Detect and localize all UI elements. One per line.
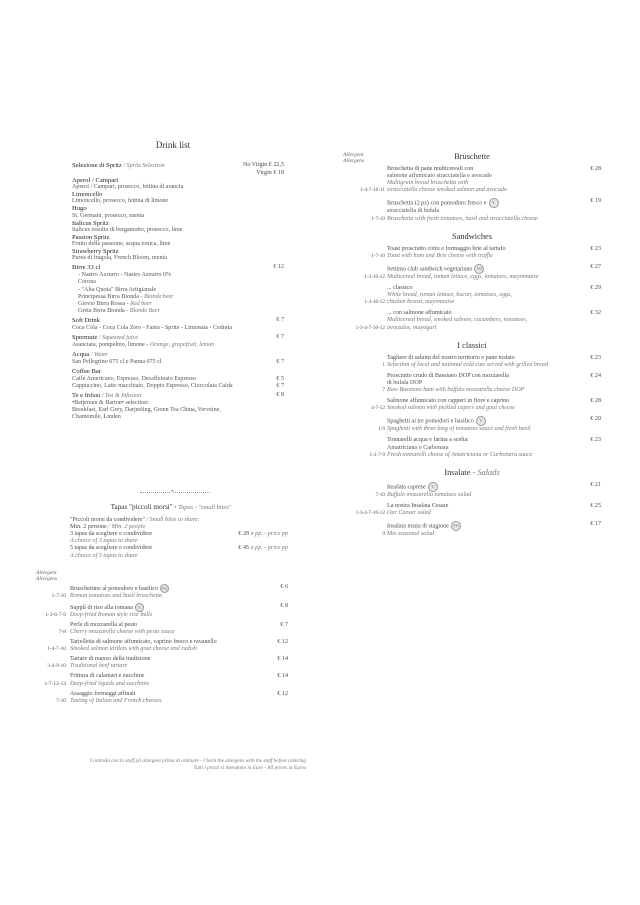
- spritz-item-desc: Italicus rosolio di bergamotto, prosecco, lime: [72, 226, 183, 233]
- coffee-desc-2: Cappuccino, Latte macchiato, Doppio Espresso, Cioccolata Calda: [72, 382, 233, 389]
- sandwich-item: [343, 264, 601, 281]
- spremute-section: Spremute / Squeezed juice € 7 Aranciata, pompelmo, limone - Orange, grapefruit, lemon: [72, 334, 284, 349]
- coffee-section: [72, 368, 284, 389]
- spremute-heading: Spremute: [72, 334, 98, 342]
- item-price: € 27: [590, 263, 601, 270]
- insalate-items: [343, 482, 601, 538]
- vegetarian-icon: V: [428, 482, 438, 492]
- tea-heading: Te e Infusi: [72, 391, 101, 399]
- drink-list: [72, 162, 284, 423]
- spritz-item-desc: St. Germain, prosecco, menta: [72, 212, 145, 219]
- spremute-desc: Aranciata, pompelmo, limone - Orange, grapefruit, lemon: [72, 342, 215, 349]
- allergen-codes: 1-3-6-7-9: [45, 611, 66, 618]
- spritz-items: [72, 177, 284, 262]
- tea-price: € 8: [276, 391, 284, 398]
- bruschette-items: [343, 166, 601, 223]
- beer-line: - Nastro Azzurro - Nastro Azzurro 0%: [78, 272, 172, 279]
- tapas-item-name: Tartare di manzo della tradizione: [70, 656, 151, 663]
- item-line: La nostra Insalata Cesare: [387, 502, 449, 509]
- item-price: € 24: [590, 372, 601, 379]
- item-line: ... con salmone affumicato: [387, 310, 452, 317]
- item-line: Selection of local and national cold cuts served with grilled bread: [387, 361, 548, 368]
- item-price: € 32: [590, 310, 601, 317]
- tapas-section: [36, 504, 306, 708]
- item-price: € 20: [590, 416, 601, 423]
- item-line: Spaghetti ai tre pomodori e basilico V: [387, 416, 601, 426]
- spritz-item-name: Hugo: [72, 205, 87, 213]
- item-line: avocados, mayogurt: [387, 324, 437, 331]
- bruschette-title: Bruschette: [454, 152, 490, 161]
- right-allergeni-label: Allergeni Allergens: [343, 152, 365, 164]
- allergen-codes: 1-3-4-7-10-12: [355, 510, 385, 516]
- spritz-price-no-virgin: No Virgin € 22,5: [242, 162, 284, 168]
- tapas-item-en: Cherry mozzarella cheese with pesto sauce: [70, 628, 175, 635]
- spritz-item-name: Italicus Spritz: [72, 219, 109, 227]
- insalate-item: [343, 482, 601, 499]
- insalate-item: [343, 503, 601, 517]
- item-line: Bruschetta di pane multicereali con: [387, 166, 474, 173]
- sandwich-item: [343, 310, 601, 331]
- allergen-codes: 1-3-4-7-10-12: [355, 324, 385, 331]
- spritz-item-name: Strawberry Spritz: [72, 248, 119, 256]
- item-line: Toast prosciutto cotto e formaggio brie al tartufo: [387, 245, 506, 252]
- tapas-item-en: Deep-fried Roman style rice balls: [70, 611, 153, 618]
- drink-list-title: Drink list: [155, 140, 191, 150]
- tapas-item-price: € 7: [280, 621, 288, 628]
- item-price: € 25: [590, 502, 601, 509]
- item-price: € 28: [590, 166, 601, 173]
- beer-section: [72, 264, 284, 315]
- spritz-item-desc: Limoncello, prosecco, fettina di limone: [72, 198, 169, 205]
- item-line: Tagliere di salumi del nostro territorio e pane tostato: [387, 354, 515, 361]
- item-price: € 21: [590, 481, 601, 488]
- item-price: € 28: [590, 398, 601, 405]
- tapas-item: [36, 622, 306, 636]
- right-column: [343, 150, 601, 542]
- item-line: Spaghetti with three king of tomatoes sauce and fresh basil: [387, 426, 531, 433]
- spritz-heading: Selezione di Spritz: [72, 162, 122, 169]
- item-line: White bread, roman lettuce, bacon, tomatoes, eggs,: [387, 292, 512, 299]
- allergen-codes: 3-4-9-10: [47, 663, 66, 670]
- classici-item: [343, 416, 601, 433]
- sandwich-item: [343, 246, 601, 260]
- classici-item: [343, 437, 601, 458]
- coffee-price-1: € 5: [276, 375, 284, 382]
- spritz-price-virgin: Virgin € 18: [256, 170, 284, 177]
- soft-drink-desc: Coca Cola - Coca Cola Zero - Fanta - Sprite - Limonata - Cedrata: [72, 324, 232, 331]
- item-line: Our Caesar salad: [387, 510, 431, 516]
- allergen-codes: 1-7-10: [371, 215, 385, 222]
- tapas-item: [36, 603, 306, 619]
- tapas-item-price: € 8: [280, 602, 288, 609]
- item-line: Mix seasonal salad: [387, 531, 435, 538]
- tapas-title: Tapas "piccoli morsi" • Tapas - "small bites": [110, 503, 232, 511]
- coffee-desc-1: Caffè Americano, Espresso, Decaffeinato Espresso: [72, 375, 196, 382]
- item-line: Raw Bassiano ham with buffalo mozzarella cheese DOP: [387, 387, 525, 394]
- item-line: chicken breast, mayonnaise: [387, 299, 455, 306]
- spritz-item-desc: Aperol / Campari, prosecco, fettina di arancia: [72, 184, 184, 191]
- vegetarian-icon: V: [135, 603, 144, 612]
- item-line: salmone affumicato stracciatella e avocado: [387, 173, 492, 180]
- tapas-item-name: Supplì di riso alla romana V: [70, 603, 306, 612]
- divider-ornament: •: [171, 489, 174, 495]
- tapas-item: [36, 656, 306, 670]
- tapas-item-en: Roman tomatoes and basil bruschetta: [70, 592, 163, 599]
- section-divider: [140, 489, 210, 495]
- item-line: ... classico: [387, 285, 413, 292]
- vegetarian-icon: V: [489, 198, 499, 208]
- item-line: Amatriciana o Carbonara: [387, 444, 449, 451]
- item-line: Prosciutto crudo di Bassiano DOP con mozzarella: [387, 372, 509, 379]
- allergen-codes: 1: [382, 361, 385, 368]
- tapas-item-en: Traditional beef tartare: [70, 663, 128, 670]
- tea-desc-1: •Betjeman & Barton• selection:: [72, 399, 149, 406]
- insalate-title: Insalate - Salads: [444, 467, 500, 477]
- item-line: Smoked salmon with pickled capers and goat cheese: [387, 405, 515, 412]
- item-line: Multicereal bread, smoked salmon, cucumbers, tomatoes,: [387, 317, 528, 324]
- item-price: € 23: [590, 245, 601, 252]
- tapas-item-price: € 14: [277, 656, 288, 663]
- item-line: Multicereal bread, roman lettuce, eggs, tomatoes, mayonnaise: [387, 273, 539, 280]
- spritz-item-desc: Purea di fragola, French Bloom, menta: [72, 255, 167, 262]
- insalate-item: [343, 521, 601, 538]
- item-line: Settimo club sandwich vegetariano VG: [387, 264, 601, 274]
- spritz-item-desc: Frutto della passione, acqua tonica, lime: [72, 240, 171, 247]
- tapas-item-name: Perle di mozzarella al pesto: [70, 621, 138, 628]
- bruschette-item: [343, 166, 601, 194]
- item-line: stracciatella cheese smoked salmon and avocado: [387, 187, 507, 194]
- tapas-option-5: 5 tapas da scegliere e condividere: [70, 545, 153, 552]
- water-heading: Acqua: [72, 351, 90, 359]
- tapas-item-en: Tasting of Italian and French cheeses: [70, 697, 162, 704]
- allergen-codes: 1-7-10: [371, 252, 385, 259]
- sandwich-item: [343, 285, 601, 306]
- water-desc: San Pellegrino 075 cl e Panna 075 cl: [72, 359, 162, 366]
- soft-drink-heading: Soft Drink: [72, 316, 101, 324]
- soft-drink-price: € 7: [276, 316, 284, 323]
- tapas-items: [36, 584, 306, 705]
- item-line: Tonnarelli acqua e farina a scelta:: [387, 437, 469, 444]
- sandwiches-title: Sandwiches: [451, 231, 492, 241]
- spritz-item-name: Limoncello: [72, 191, 103, 199]
- tea-desc-3: Chamomile, Linden: [72, 414, 121, 420]
- allergen-codes: 7-10: [375, 491, 385, 498]
- tapas-item: [36, 584, 306, 600]
- item-price: € 23: [590, 354, 601, 361]
- footnote: Controlla con lo staff gli allergeni prima di ordinare - Check the allergens with the staff before ordering Tutti i prezzi si intendono in Euro - All prices in Euros: [89, 758, 306, 771]
- vegan-icon: VG: [451, 521, 461, 531]
- vegetarian-icon: V: [476, 416, 486, 426]
- classici-items: [343, 355, 601, 459]
- item-price: € 29: [590, 285, 601, 292]
- beer-line: Giovio Birra Rossa - Red beer: [78, 300, 152, 307]
- tapas-item: [36, 673, 306, 687]
- tapas-item-en: Deep-fried Squids and zucchinis: [70, 680, 150, 687]
- tapas-item-en: Smoked salmon tartlets with goat cheese and radish: [70, 646, 197, 653]
- tapas-item-price: € 12: [277, 639, 288, 646]
- beer-line: - "Alta Quota" Birra Artigianale: [78, 286, 157, 293]
- tapas-item: [36, 691, 306, 705]
- allergen-codes: 1-3-7-9: [369, 451, 385, 458]
- item-line: Fresh tonnarelli choise of Amatriciana or Carbonara sauce: [387, 451, 533, 458]
- tapas-item-name: Bruschettine al pomodoro e basilico VG: [70, 585, 168, 592]
- allergen-codes: 7: [382, 387, 385, 394]
- allergen-codes: 1-4-7-10-11: [360, 187, 385, 194]
- beer-line: Corona: [78, 279, 96, 286]
- soft-drink-section: [72, 317, 284, 332]
- tapas-item-name: Tartelletta di salmone affumicato, caprino fresco e ravanello: [70, 639, 217, 646]
- allergen-codes: 1-9: [378, 426, 385, 433]
- allergen-codes: 1-4-7-10: [47, 646, 66, 653]
- item-line: di bufala DOP: [387, 379, 423, 386]
- vegan-icon: VG: [474, 264, 484, 274]
- tapas-item: [36, 639, 306, 653]
- beer-price: € 12: [273, 264, 284, 271]
- item-line: Insalata caprese V: [387, 482, 601, 492]
- tapas-item-price: € 6: [280, 583, 288, 590]
- allergen-codes: 1-7-12-14: [44, 680, 66, 687]
- allergen-codes: 7-10: [56, 697, 66, 704]
- item-price: € 19: [590, 198, 601, 205]
- item-line: Multigrain bread bruschetta with: [387, 180, 469, 187]
- beer-lines: [72, 272, 284, 315]
- allergen-codes: 1-3-10-12: [364, 273, 385, 280]
- tapas-allergeni-label: Allergeni Allergens: [36, 569, 58, 582]
- tea-desc-2: Breakfast, Earl Grey, Darjeeling, Green Tea China, Verveine,: [72, 406, 221, 413]
- item-line: stracciatella di bufala: [387, 208, 440, 215]
- spritz-item-name: Passion Spritz: [72, 233, 110, 241]
- allergen-codes: 9: [382, 531, 385, 538]
- bruschette-item: [343, 198, 601, 222]
- item-line: Buffalo mozzarella tomatoes salad: [387, 491, 472, 498]
- water-price: € 7: [276, 359, 284, 366]
- spritz-section: Selezione di Spritz / Spritz Selection No Virgin € 22,5 Virgin € 18 Aperol / Campari Aperol / Campari, prosecco, fettina di arancia Limoncello Limoncello, prosecco, fettina di limone Hugo St. Germain, prosecco, menta Italicus Spritz Italicus rosolio di bergamotto, prosecco, lime Passion Spritz Frutto della passione, acqua tonica, lime Strawberry Spritz Purea di fragola, French Bloom, menta: [72, 162, 284, 262]
- tapas-item-price: € 14: [277, 673, 288, 680]
- tapas-item-name: Assaggio formaggi affinati: [70, 690, 136, 697]
- item-price: € 23: [590, 437, 601, 444]
- classici-title: I classici: [457, 340, 487, 350]
- classici-item: [343, 373, 601, 394]
- classici-item: [343, 355, 601, 369]
- coffee-price-2: € 7: [276, 382, 284, 389]
- item-line: Salmone affumicato con capperi in fiore e caprino: [387, 398, 510, 405]
- item-line: Toast with ham and Brie cheese with truffle: [387, 252, 493, 259]
- allergen-codes: 1-3-10-12: [364, 299, 385, 306]
- item-line: Bruschetta (2 pz) con pomodoro fresco e V: [387, 198, 601, 208]
- tea-section: Te e Infusi / Tea & Infusion € 8 •Betjeman & Barton• selection: Breakfast, Earl Grey, Darjeeling, Green Tea China, Verveine, Chamomile, Linden: [72, 391, 284, 420]
- allergen-codes: 4-7-12: [371, 405, 385, 412]
- allergen-codes: 1-7-10: [51, 592, 66, 599]
- item-price: € 17: [590, 521, 601, 528]
- item-line: Bruschetta with fresh tomatoes, basil and stracciatella cheese: [387, 215, 538, 222]
- vegan-icon: VG: [161, 585, 168, 591]
- beer-line: Greta Birra Bionda - Blonde Beer: [78, 307, 161, 314]
- tapas-intro: "Piccoli morsi da condividere" / Small bites to share: Min. 2 persone / Min. 2 people 3 tapas da scegliere e condividere € 28 a pp. - price pp A choice of 3 tapas to share 5 tapas da scegliere e condividere € 45 a pp. - price pp A choice of 5 tapas to share: [70, 517, 288, 559]
- sandwich-items: [343, 246, 601, 332]
- beer-line: Principessa Birra Bionda - Blonde beer: [78, 293, 174, 300]
- spremute-price: € 7: [276, 334, 284, 341]
- spritz-item-name: Aperol / Campari: [72, 177, 119, 185]
- allergen-codes: 7-8: [58, 628, 66, 635]
- classici-item: [343, 398, 601, 412]
- water-section: Acqua / Water San Pellegrino 075 cl e Panna 075 cl € 7: [72, 351, 284, 366]
- tapas-item-name: Frittura di calamari e zucchine: [70, 673, 145, 680]
- coffee-heading: Coffee Bar: [72, 368, 101, 376]
- tapas-option-3: 3 tapas da scegliere e condividere: [70, 531, 153, 538]
- beer-heading: Birre 33 cl: [72, 264, 101, 272]
- item-line: Insalata mista di stagione VG: [387, 521, 601, 531]
- tapas-item-price: € 12: [277, 690, 288, 697]
